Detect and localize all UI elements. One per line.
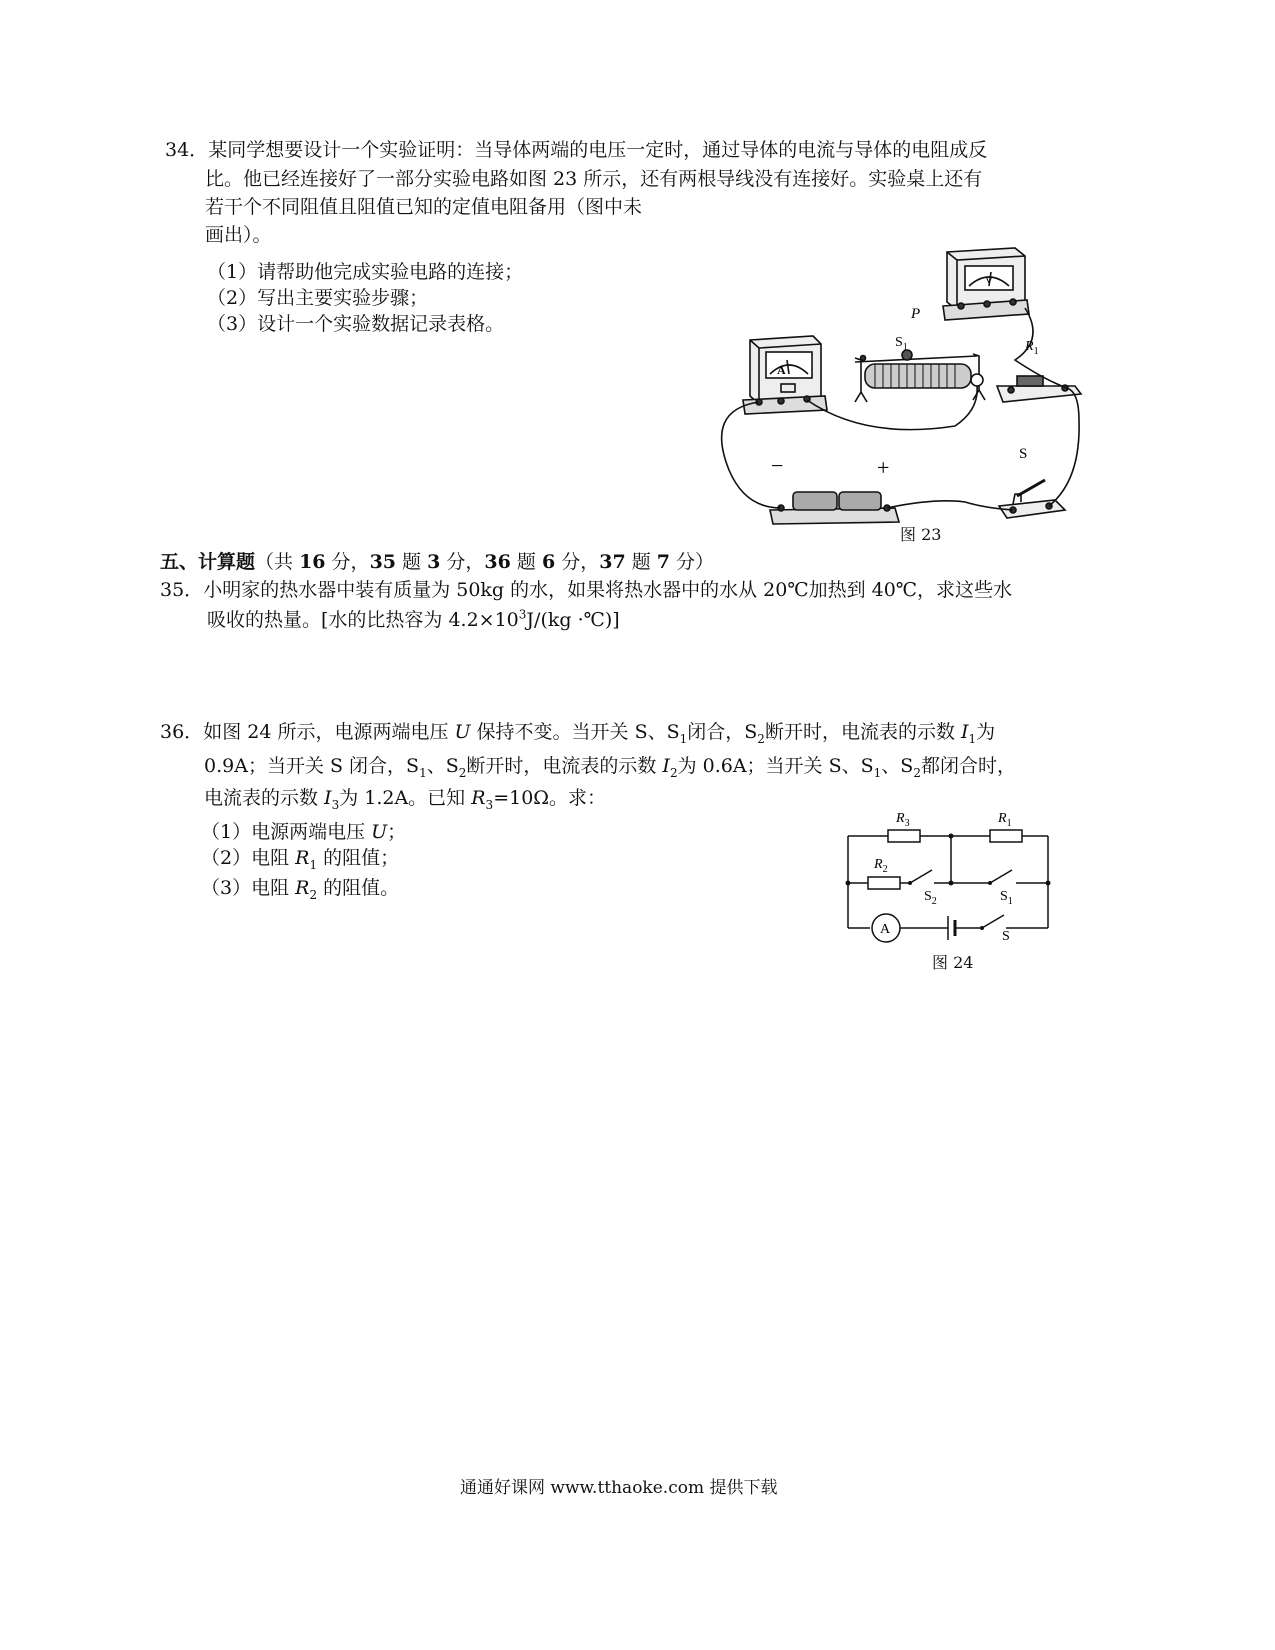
figure-23-caption: 图 23 (900, 525, 942, 544)
q34-line4: 画出）。 (205, 224, 272, 246)
q34-line3: 若干个不同阻值且阻值已知的定值电阻备用（图中未 (205, 196, 643, 218)
q36-line1: 36．如图 24 所示，电源两端电压 U 保持不变。当开关 S、$S_1$闭合，$S_2$断开时，电流表的示数 $I_1$为 (160, 721, 996, 746)
footer-download-note: 通通好课网 www.tthaoke.com 提供下载 (460, 1478, 778, 1498)
q35-line1: 35．小明家的热水器中装有质量为 50kg 的水，如果将热水器中的水从 20℃加热到 40℃，求这些水 (160, 579, 1013, 601)
switch-s2 (910, 870, 932, 883)
figure-24-circuit (840, 806, 1060, 956)
label-r2: $R_2$ (874, 857, 888, 875)
switch-s (982, 915, 1004, 928)
q34-sub1: （1）请帮助他完成实验电路的连接； (207, 261, 524, 283)
q34-number: 34． (165, 139, 209, 161)
q34-line1: 34．某同学想要设计一个实验证明：当导体两端的电压一定时，通过导体的电流与导体的电阻成反 (165, 139, 988, 161)
q36-sub1: （1）电源两端电压 U； (201, 821, 407, 843)
wire-battery-switch (887, 501, 1013, 510)
label-plus: + (877, 455, 890, 480)
switch-s1 (990, 870, 1012, 883)
resistor-r1 (990, 830, 1022, 842)
figure-23-apparatus (715, 240, 1095, 545)
q34-line2: 比。他已经连接好了一部分实验电路如图 23 所示，还有两根导线没有连接好。实验桌上还有 (205, 168, 983, 190)
label-r1: $R_1$ (998, 811, 1012, 829)
q35-number: 35． (160, 579, 204, 601)
ammeter-symbol: A (777, 363, 786, 377)
wire-switch-r1 (1049, 388, 1079, 506)
label-r3: $R_3$ (896, 811, 910, 829)
switch-s (999, 480, 1065, 518)
label-r1: $R_1$ (1025, 339, 1039, 357)
q34-sub3: （3）设计一个实验数据记录表格。 (207, 313, 505, 335)
label-minus: − (771, 453, 784, 478)
q36-sub2: （2）电阻 $R_1$ 的阻值； (201, 847, 400, 872)
q34-sub2: （2）写出主要实验步骤； (207, 287, 429, 309)
wire-ammeter-rheostat (807, 386, 977, 430)
label-s: S (1002, 929, 1010, 944)
voltmeter-symbol: V (985, 275, 993, 287)
label-s: S (1019, 446, 1028, 462)
q36-sub3: （3）电阻 $R_2$ 的阻值。 (201, 877, 400, 902)
label-s1: $S_1$ (1000, 889, 1013, 907)
q36-number: 36． (160, 721, 204, 743)
q36-line3: 电流表的示数 $I_3$为 1.2A。已知 $R_3=10\Omega$。求： (204, 787, 607, 812)
section-5-heading: 五、计算题（共 16 分，35 题 3 分，36 题 6 分，37 题 7 分） (160, 551, 715, 573)
label-s1: $S_1$ (895, 335, 908, 353)
resistor-r2 (868, 877, 900, 889)
battery-box (770, 492, 899, 524)
q36-line2: 0.9A；当开关 S 闭合，$S_1$、$S_2$断开时，电流表的示数 $I_2$为 0.6A；当开关 S、$S_1$、$S_2$都闭合时， (204, 755, 1016, 780)
rheostat (855, 350, 985, 402)
label-s2: $S_2$ (924, 889, 937, 907)
resistor-r3 (888, 830, 920, 842)
figure-24-caption: 图 24 (932, 953, 974, 972)
q35-line2: 吸收的热量。[水的比热容为 $4.2\times 10^3J/(kg$ ·℃)] (207, 607, 620, 631)
label-a: A (880, 922, 891, 937)
label-p: P (911, 306, 921, 322)
